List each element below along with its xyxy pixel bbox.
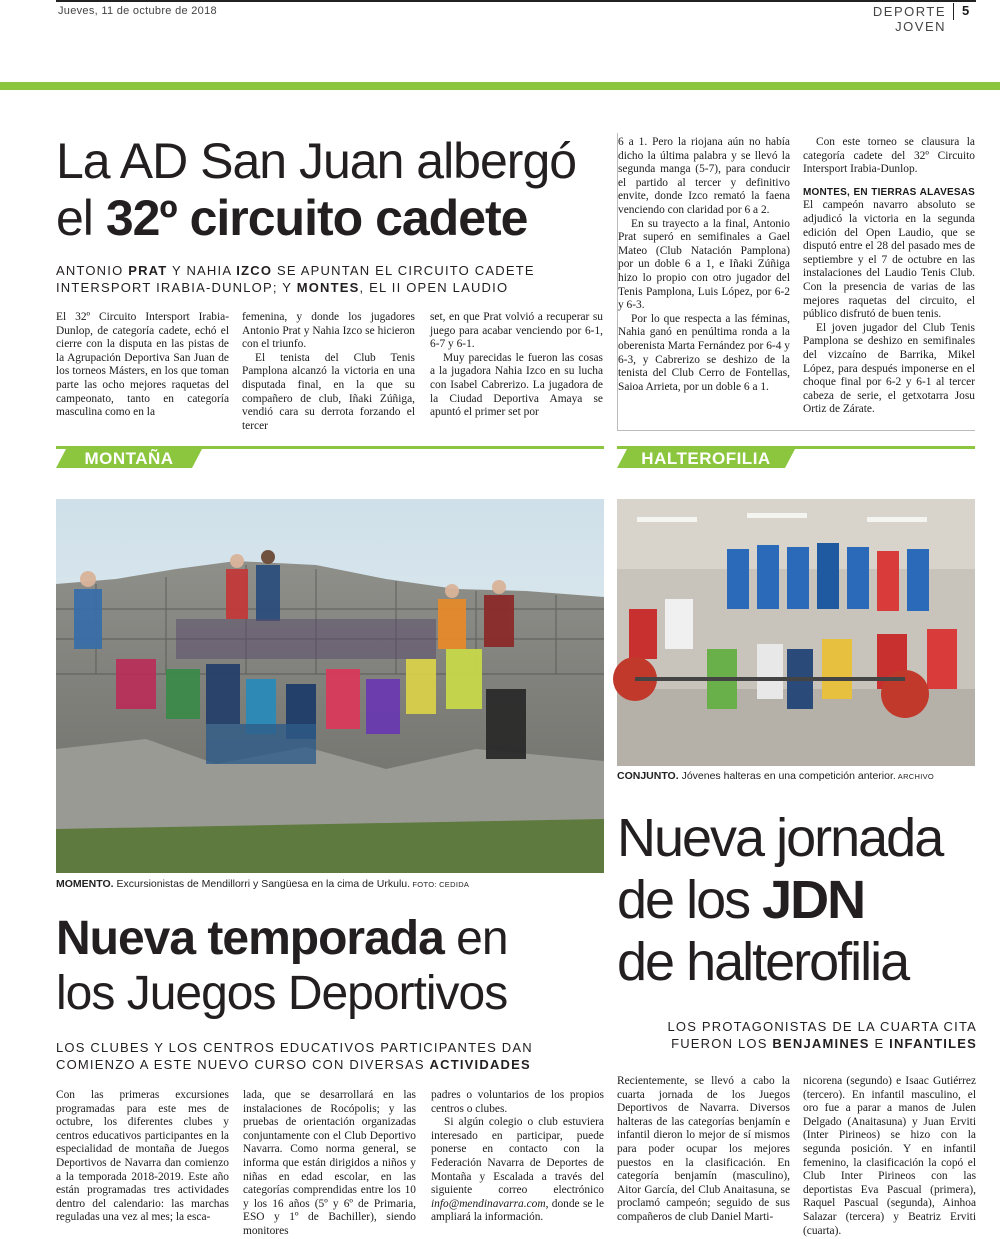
paragraph: Con las primeras excursiones programadas para este mes de octubre, los diferentes clubes y centros educativos participantes en la especialidad de montaña de Juegos Deportivos de Navarra dan comienzo a la temporada 2018-2019. Este año están programadas tres actividades dentro del calendario: las marchas reguladas una vez al mes; la esca- <box>56 1089 229 1224</box>
halterofilia-headline-line1: Nueva jornada <box>617 808 943 868</box>
montana-headline-bold: Nueva temporada <box>56 912 444 965</box>
article1-kicker <box>56 262 606 296</box>
paragraph: El 32º Circuito Intersport Irabia-Dunlop, de categoría cadete, echó el cierre con la disputa en las pistas de la Agrupación Deportiva San Juan de los torneos Másters, en los que toman parte las ocho mejores raquetas del campeonato, tanto en categoría masculina como en la <box>56 311 229 419</box>
paragraph: set, en que Prat volvió a recuperar su juego para acabar venciendo por 6-1, 6-7 y 6-1. <box>430 311 603 351</box>
kicker-part: LOS CLUBES Y LOS CENTROS EDUCATIVOS PARTICIPANTES DAN <box>56 1040 533 1055</box>
photo-young-weightlifters <box>617 499 975 766</box>
paragraph: El tenista del Club Tenis Pamplona alcanzó la victoria en una disputada final, en la que su compañero de club, Iñaki Zúñiga, vendió cara su derrota forzando el tercer <box>242 351 415 432</box>
kicker-bold: IZCO <box>236 263 273 278</box>
paragraph: 6 a 1. Pero la riojana aún no había dicho la última palabra y se llevó la segunda manga (5-7), para conducir el partido al tercer y definitivo envite, donde Izco remató la faena venciendo con claridad por 6 a 2. <box>618 136 790 216</box>
caption-lead: CONJUNTO. <box>617 770 679 782</box>
kicker-part: E <box>869 1036 890 1051</box>
paragraph: Muy parecidas le fueron las cosas a la jugadora Nahia Izco en su lucha con Isabel Cabrerizo. La jugadora de la Ciudad Deportiva Amaya se apuntó el primer set por <box>430 351 603 419</box>
section-label-text: HALTEROFILIA <box>641 449 771 468</box>
section-green-bar <box>0 82 1000 90</box>
article1-column-4 <box>618 136 790 418</box>
article1-column-5 <box>803 136 975 426</box>
paragraph: El joven jugador del Club Tenis Pamplona se deshizo en semifinales del vizcaíno de Barrika, Mikel López, para después imponerse en el choque final por 6-2 y 6-1 al tercer cabeza de serie, el getxotarra Josu Ortiz de Zárate. <box>803 321 975 416</box>
caption-lead: MOMENTO. <box>56 878 114 890</box>
weightlifting-group-photo-icon <box>617 499 975 766</box>
kicker-part: INTERSPORT IRABIA-DUNLOP; Y <box>56 280 297 295</box>
mountain-group-photo-icon <box>56 499 604 873</box>
photo-urkulu-summit <box>56 499 604 873</box>
halterofilia-column-1 <box>617 1075 790 1225</box>
kicker-part: ANTONIO <box>56 263 129 278</box>
paragraph: lada, que se desarrollará en las instalaciones de Rocópolis; y las pruebas de orientación organizadas conjuntamente con el Club Deportivo Navarra. Como norma general, se informa que están dirigidos a niños y niñas en edad escolar, en las categorías comprendidas entre los 10 y los 16 años (5º y 6º de Primaria, ESO y 1º de Bachiller), siendo monitores <box>243 1089 416 1237</box>
halterofilia-headline-bold: JDN <box>762 870 865 930</box>
article1-headline-line2-a: el <box>56 190 106 246</box>
paragraph <box>431 1116 604 1225</box>
kicker-bold: PRAT <box>128 263 168 278</box>
halterofilia-column-2 <box>803 1075 976 1237</box>
kicker-bold: BENJAMINES <box>772 1036 870 1051</box>
kicker-part: Y NAHIA <box>167 263 237 278</box>
section-label-text: MONTAÑA <box>84 449 174 468</box>
subhead-lead: MONTES, EN TIERRAS ALAVESAS <box>803 186 975 198</box>
article1-column-2 <box>242 311 415 432</box>
montana-column-3 <box>431 1089 604 1225</box>
montana-headline-line1 <box>56 912 508 966</box>
paragraph-text: El campeón navarro absoluto se adjudicó la victoria en la segunda edición del Open Laudio, que se disputó entre el 28 del pasado mes de septiembre y el 7 de octubre en las instalaciones del Laudio Tenis Club. Con la presencia de varias de las mejores raquetas del circuito, el público disfrutó de buen tenis. <box>803 199 975 321</box>
kicker-part: FUERON LOS <box>671 1036 773 1051</box>
article1-column-3 <box>430 311 603 421</box>
paragraph: En su trayecto a la final, Antonio Prat superó en semifinales a Gael Mateo (Club Natación Pamplona) por un doble 6 a 1, e Iñaki Zúñiga hizo lo propio con otro jugador del Tenis Pamplona, Luis López, por 6-2 y 6-3. <box>618 217 790 312</box>
paragraph: Por lo que respecta a las féminas, Nahia ganó en penúltima ronda a la oberenista Marta Fernández por 6-4 y 6-3, y Cabrerizo se deshizo de la tenista del Club Cerro de Fontellas, Saioa Arrieta, por un doble 6 a 1. <box>618 312 790 393</box>
paragraph: Con este torneo se clausura la categoría cadete del 32º Circuito Intersport Irabia-Dunlop. <box>803 136 975 176</box>
halterofilia-headline-line3: de halterofilia <box>617 932 909 992</box>
caption-text: Excursionistas de Mendillorri y Sangüesa en la cima de Urkulu. <box>113 878 411 890</box>
paragraph: femenina, y donde los jugadores Antonio Prat y Nahia Izco se hicieron con el triunfo. <box>242 311 415 351</box>
paragraph <box>803 186 975 322</box>
photo-caption-halterofilia <box>617 770 987 782</box>
top-rule <box>56 0 976 2</box>
email-address: info@mendinavarra.com <box>431 1197 546 1210</box>
photo-credit: ARCHIVO <box>895 772 935 781</box>
kicker-part: COMIENZO A ESTE NUEVO CURSO CON DIVERSAS <box>56 1057 430 1072</box>
article1-headline-line2 <box>56 190 528 246</box>
paragraph-text: Si algún colegio o club estuviera interesado en participar, puede ponerse en contacto con la Federación Navarra de Deportes de Montaña y Escalada a través del siguiente correo electrónico <box>431 1116 604 1197</box>
section-label-montana <box>56 446 604 468</box>
article1-headline-line1: La AD San Juan albergó <box>56 133 577 189</box>
halterofilia-headline-light: de los <box>617 870 763 930</box>
montana-column-1 <box>56 1089 229 1225</box>
page-number: 5 <box>962 3 970 18</box>
halterofilia-headline-line2 <box>617 870 864 930</box>
montana-headline-light: en <box>443 912 508 965</box>
header-date: Jueves, 11 de octubre de 2018 <box>58 5 217 17</box>
kicker-part: LOS PROTAGONISTAS DE LA CUARTA CITA <box>667 1019 977 1034</box>
paragraph-text: , donde se le ampliará la información. <box>431 1197 604 1224</box>
photo-credit: FOTO: CEDIDA <box>410 880 470 889</box>
halterofilia-kicker <box>617 1018 977 1052</box>
kicker-bold: ACTIVIDADES <box>429 1057 531 1072</box>
paragraph: Recientemente, se llevó a cabo la cuarta jornada de los Juegos Deportivos de Navarra. Diversos halteras de las categorías benjamín e infantil dieron lo mejor de sí mismos para poder ocupar los mejores puestos en la clasificación. En categoría benjamín (masculino), Aitor García, del Club Anaitasuna, se proclamó campeón; seguido de sus compañeros de club Daniel Marti- <box>617 1075 790 1223</box>
paragraph: nicorena (segundo) e Isaac Gutiérrez (tercero). En infantil masculino, el oro fue a parar a manos de Julen Delgado (Anaitasuna) y Juan Erviti (Inter Pirineos) se hizo con la segunda posición. Y en infantil femenino, la clasificación la copó el Club Inter Pirineos con las deportistas Eva Pascual (primera), Raquel Pascual (segunda), Ainhoa Salazar (tercera) y Beatriz Erviti (cuarta). <box>803 1075 976 1237</box>
montana-kicker <box>56 1039 616 1073</box>
caption-text: Jóvenes halteras en una competición anterior. <box>678 770 896 782</box>
montana-column-2 <box>243 1089 416 1237</box>
article1-headline-line2-b: 32º circuito cadete <box>105 190 528 246</box>
kicker-part: SE APUNTAN EL CIRCUITO CADETE <box>272 263 535 278</box>
paragraph: padres o voluntarios de los propios centros o clubes. <box>431 1089 604 1115</box>
header-section: DEPORTE JOVEN <box>872 4 946 34</box>
header-separator <box>953 3 954 20</box>
photo-caption-montana <box>56 878 616 890</box>
article1-column-1 <box>56 311 229 421</box>
kicker-bold: INFANTILES <box>889 1036 977 1051</box>
kicker-bold: MONTES <box>296 280 360 295</box>
section-label-halterofilia <box>617 446 975 468</box>
kicker-part: , EL II OPEN LAUDIO <box>359 280 509 295</box>
montana-headline-line2: los Juegos Deportivos <box>56 967 508 1020</box>
